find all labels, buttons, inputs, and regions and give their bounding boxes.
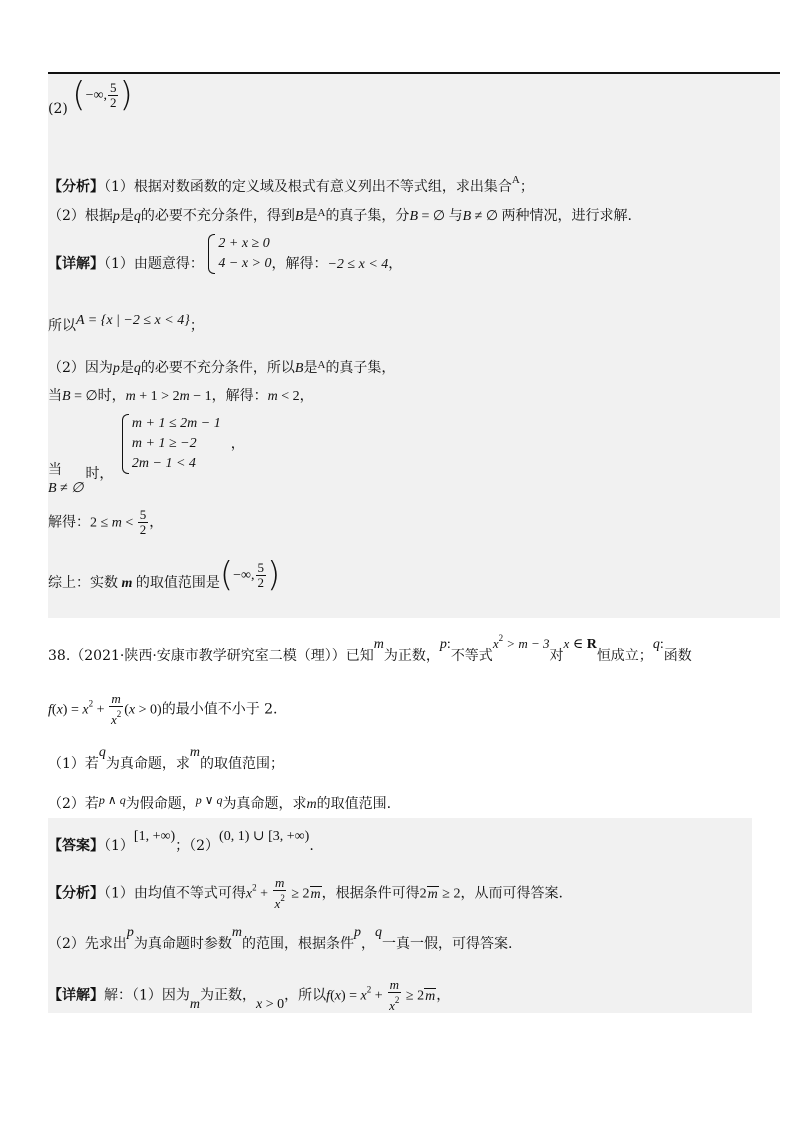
q38-sub1-c: 的取值范围； xyxy=(200,756,285,772)
detail-38-tag: 【详解】 xyxy=(48,987,104,1004)
q38-sub2-c: 为真命题，求 xyxy=(222,796,307,812)
analysis-38-u2: 为真命题时参数 xyxy=(133,936,232,952)
q38-sub2-b: 为假命题， xyxy=(125,796,196,812)
s2-a: （2）因为 xyxy=(48,360,113,376)
q38-t2: 不等式 xyxy=(450,648,493,664)
q38-number: 38. xyxy=(48,648,71,664)
answer-38-a1: （1） xyxy=(104,838,134,854)
detail-1-s1c: ， xyxy=(388,256,403,272)
a1-text-a: （2）根据 xyxy=(48,208,113,224)
case1-a: 当 xyxy=(48,388,62,404)
s2-d: 是 xyxy=(303,360,318,376)
detail-1-line1: 【详解】（1）由题意得： 2 + x ≥ 0 4 − x > 0 ，解得：−2 ≤ x < 4， xyxy=(48,236,403,272)
analysis-38-u1: （2）先求出 xyxy=(48,936,127,952)
analysis-38-tag: 【分析】 xyxy=(48,885,104,902)
answer-38-a1-value: [1, +∞) xyxy=(133,829,176,844)
detail-38-t1: 解：（1）因为 xyxy=(104,987,190,1004)
so-end: ； xyxy=(189,318,204,334)
detail-1-part2-line: （2）因为p是q的必要不充分条件，所以B是$^A$的真子集， xyxy=(48,359,396,376)
analysis-1-line2: （2）根据p是q的必要不充分条件，得到B是$^A$的真子集，分B = ∅ 与B ≠ ∅ 两种情况，进行求解. xyxy=(48,207,632,224)
detail-38-t4: ， xyxy=(436,987,451,1004)
sys2-row1: m + 1 ≤ 2m − 1 xyxy=(131,416,221,431)
q38-sub1-b: 为真命题，求 xyxy=(105,756,190,772)
q38-t4: 恒成立； xyxy=(596,648,653,664)
detail-1-s1b: ，解得： xyxy=(271,256,328,272)
analysis-38-t3: ，从而可得答案. xyxy=(460,885,563,902)
case1-d: ， xyxy=(299,388,314,404)
inequality-system-2 xyxy=(122,414,221,474)
so-label: 所以 xyxy=(48,318,76,334)
a1-text-e: 的真子集，分 xyxy=(325,208,410,224)
answer-38-end: . xyxy=(309,838,314,854)
a1-text-g: 两种情况，进行求解. xyxy=(501,208,632,224)
a1-text-d: 是 xyxy=(303,208,318,224)
detail-1-set-line xyxy=(48,310,204,334)
detail-38-t2: 为正数， xyxy=(200,987,257,1004)
answer-38-a2-value: (0, 1) ∪ [3, +∞) xyxy=(219,829,310,844)
sys2-row3: 2m − 1 < 4 xyxy=(131,456,196,471)
solve-end: ， xyxy=(149,514,164,531)
summary-label: 综上：实数 xyxy=(48,575,118,591)
set-a: A = {x | −2 ≤ x < 4} xyxy=(76,313,190,328)
s2-c: 的必要不充分条件，所以 xyxy=(140,360,295,376)
detail-38-t3: ，所以 xyxy=(284,987,327,1004)
summary-mid: 的取值范围是 xyxy=(135,575,220,591)
s2-e: 的真子集， xyxy=(325,360,396,376)
q38-t3: 对 xyxy=(549,648,564,664)
q38-t1: 为正数， xyxy=(383,648,440,664)
q38-sub2: （2）若p ∧ q为假命题，p ∨ q为真命题，求m的取值范围. xyxy=(48,793,392,812)
analysis-1-end: ； xyxy=(519,179,534,195)
analysis-tag: 【分析】 xyxy=(48,179,104,195)
analysis-38-line2: （2）先求出p为真命题时参数m的范围，根据条件p，q一真一假，可得答案. xyxy=(48,925,513,952)
prev-answer-line xyxy=(48,75,133,117)
s2-b: 是 xyxy=(119,360,134,376)
detail-1-summary-line: 综上：实数 m 的取值范围是(−∞, $\frac{5}{2}$ ) xyxy=(48,555,281,595)
answer-38-line xyxy=(48,826,314,854)
q38-t5: 函数 xyxy=(663,648,692,664)
detail-tag: 【详解】 xyxy=(48,256,104,272)
detail-38-line: 【详解】解：（1）因为m为正数，x > 0，所以$f(x) = x^2$ + $\frac{m}{x^2}$ ≥ 2m， xyxy=(48,977,451,1013)
q38-sub1-a: （1）若 xyxy=(48,756,99,772)
q38-t6: 的最小值不小于 2. xyxy=(161,701,278,718)
analysis-38-u4: 一真一假，可得答案. xyxy=(382,936,513,952)
a1-text-c: 的必要不充分条件，得到 xyxy=(140,208,295,224)
q38-sub2-a: （2）若 xyxy=(48,796,99,812)
a1-text-f: 与 xyxy=(448,208,463,224)
analysis-1-text: （1）根据对数函数的定义域及根式有意义列出不等式组，求出集合 xyxy=(104,179,512,195)
q38-line2: $f(x) = x^2$ + $\frac{m}{x^2}$ (x > 0)的最小值不小于 2. xyxy=(48,691,278,727)
inequality-system-1 xyxy=(208,234,271,274)
prev-answer-interval: (−∞, $\frac{5}{2}$ ) xyxy=(72,75,133,115)
analysis-38-u3: 的范围，根据条件 xyxy=(242,936,355,952)
analysis-38-t1: （1）由均值不等式可得 xyxy=(104,885,246,902)
case2-b: 时， xyxy=(85,466,114,482)
solve-label: 解得： xyxy=(48,514,90,531)
detail-1-solve-line: 解得：2 ≤ m < $\frac{5}{2}$ ， xyxy=(48,507,164,537)
q38-sub2-d: 的取值范围. xyxy=(316,796,392,812)
sys2-row2: m + 1 ≥ −2 xyxy=(131,436,197,451)
case2-end: ， xyxy=(230,436,245,452)
sys1-row2: 4 − x > 0 xyxy=(218,256,272,271)
detail-1-case2-line: 当B ≠ ∅时， m + 1 ≤ 2m − 1 m + 1 ≥ −2 2m − 1 < 4 ， xyxy=(48,416,245,496)
q38-line1: 38.（2021·陕西·安康市教学研究室二模（理））已知m为正数，p:不等式$x^2 > m - 3$对x ∈ R恒成立；q:函数 xyxy=(48,633,692,664)
q38-source: （2021·陕西·安康市教学研究室二模（理））已知 xyxy=(70,648,374,664)
a1-text-b: 是 xyxy=(119,208,134,224)
case2-a: 当 xyxy=(48,462,62,478)
analysis-38-t2: ，根据条件可得 xyxy=(321,885,420,902)
case1-b: 时， xyxy=(97,388,126,404)
q38-sub1: （1）若q为真命题，求m的取值范围； xyxy=(48,745,285,772)
answer-38-sep: ；（2） xyxy=(175,838,220,854)
analysis-38-line1: 【分析】（1）由均值不等式可得$x^2$ + $\frac{m}{x^2}$ ≥ 2m，根据条件可得2m ≥ 2，从而可得答案. xyxy=(48,875,563,911)
case1-c: ，解得： xyxy=(211,388,268,404)
detail-1-case1-line: 当B = ∅时，m + 1 > 2m − 1，解得：m < 2， xyxy=(48,388,314,404)
prev-answer-label: (2) xyxy=(48,101,68,117)
answer-tag: 【答案】 xyxy=(48,838,104,854)
analysis-1-line1: 【分析】（1）根据对数函数的定义域及根式有意义列出不等式组，求出集合$^A$； xyxy=(48,174,534,195)
sys1-row1: 2 + x ≥ 0 xyxy=(218,236,270,251)
detail-1-s1: （1）由题意得： xyxy=(104,256,204,272)
